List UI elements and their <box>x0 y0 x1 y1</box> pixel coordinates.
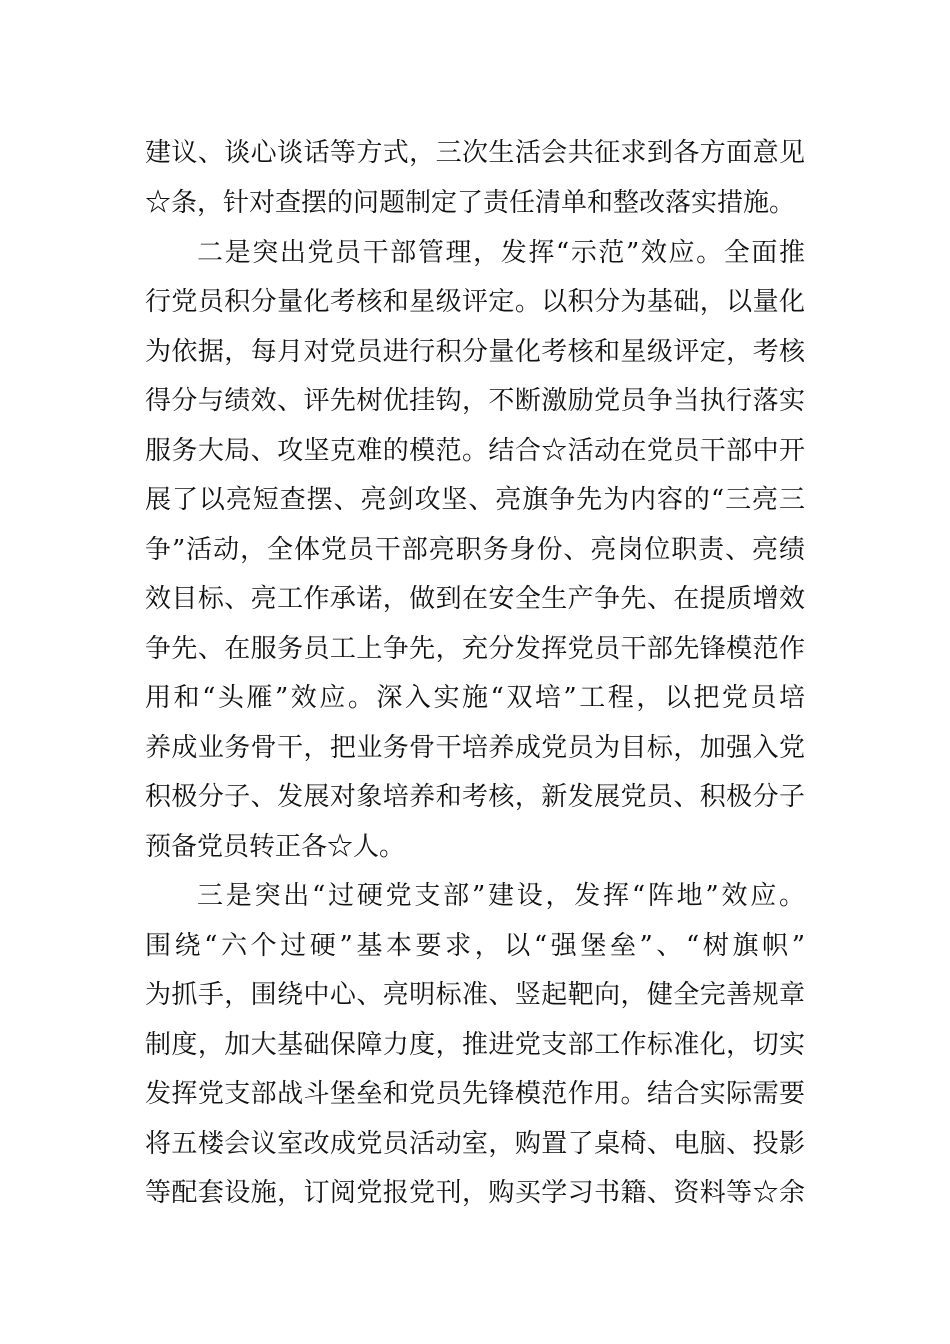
text-line: 养成业务骨干，把业务骨干培养成党员为目标，加强入党 <box>145 733 805 763</box>
text-line: 用和“头雁”效应。深入实施“双培”工程，以把党员培 <box>145 683 805 713</box>
text-line: 围绕“六个过硬”基本要求，以“强堡垒”、“树旗帜” <box>145 931 805 961</box>
text-line: 为抓手，围绕中心、亮明标准、竖起靶向，健全完善规章 <box>145 980 805 1010</box>
text-line: 争”活动，全体党员干部亮职务身份、亮岗位职责、亮绩 <box>145 535 805 565</box>
text-line: 等配套设施，订阅党报党刊，购买学习书籍、资料等☆余 <box>145 1178 805 1208</box>
text-line: 争先、在服务员工上争先，充分发挥党员干部先锋模范作 <box>145 634 805 664</box>
text-line: 得分与绩效、评先树优挂钩，不断激励党员争当执行落实 <box>145 386 805 416</box>
text-line: 制度，加大基础保障力度，推进党支部工作标准化，切实 <box>145 1030 805 1060</box>
paragraph-start-line: 三是突出“过硬党支部”建设，发挥“阵地”效应。 <box>197 881 805 911</box>
text-line: ☆条，针对查摆的问题制定了责任清单和整改落实措施。 <box>145 188 796 218</box>
text-line: 服务大局、攻坚克难的模范。结合☆活动在党员干部中开 <box>145 436 805 466</box>
paragraph-start-line: 二是突出党员干部管理，发挥“示范”效应。全面推 <box>197 238 805 268</box>
text-line: 发挥党支部战斗堡垒和党员先锋模范作用。结合实际需要 <box>145 1079 805 1109</box>
text-line: 建议、谈心谈话等方式，三次生活会共征求到各方面意见 <box>145 138 805 168</box>
text-line: 为依据，每月对党员进行积分量化考核和星级评定，考核 <box>145 337 805 367</box>
text-line: 展了以亮短查摆、亮剑攻坚、亮旗争先为内容的“三亮三 <box>145 485 805 515</box>
text-line: 将五楼会议室改成党员活动室，购置了桌椅、电脑、投影 <box>145 1129 805 1159</box>
text-line: 积极分子、发展对象培养和考核，新发展党员、积极分子 <box>145 782 805 812</box>
text-line: 预备党员转正各☆人。 <box>145 832 406 862</box>
text-line: 效目标、亮工作承诺，做到在安全生产争先、在提质增效 <box>145 584 805 614</box>
text-line: 行党员积分量化考核和星级评定。以积分为基础，以量化 <box>145 287 805 317</box>
